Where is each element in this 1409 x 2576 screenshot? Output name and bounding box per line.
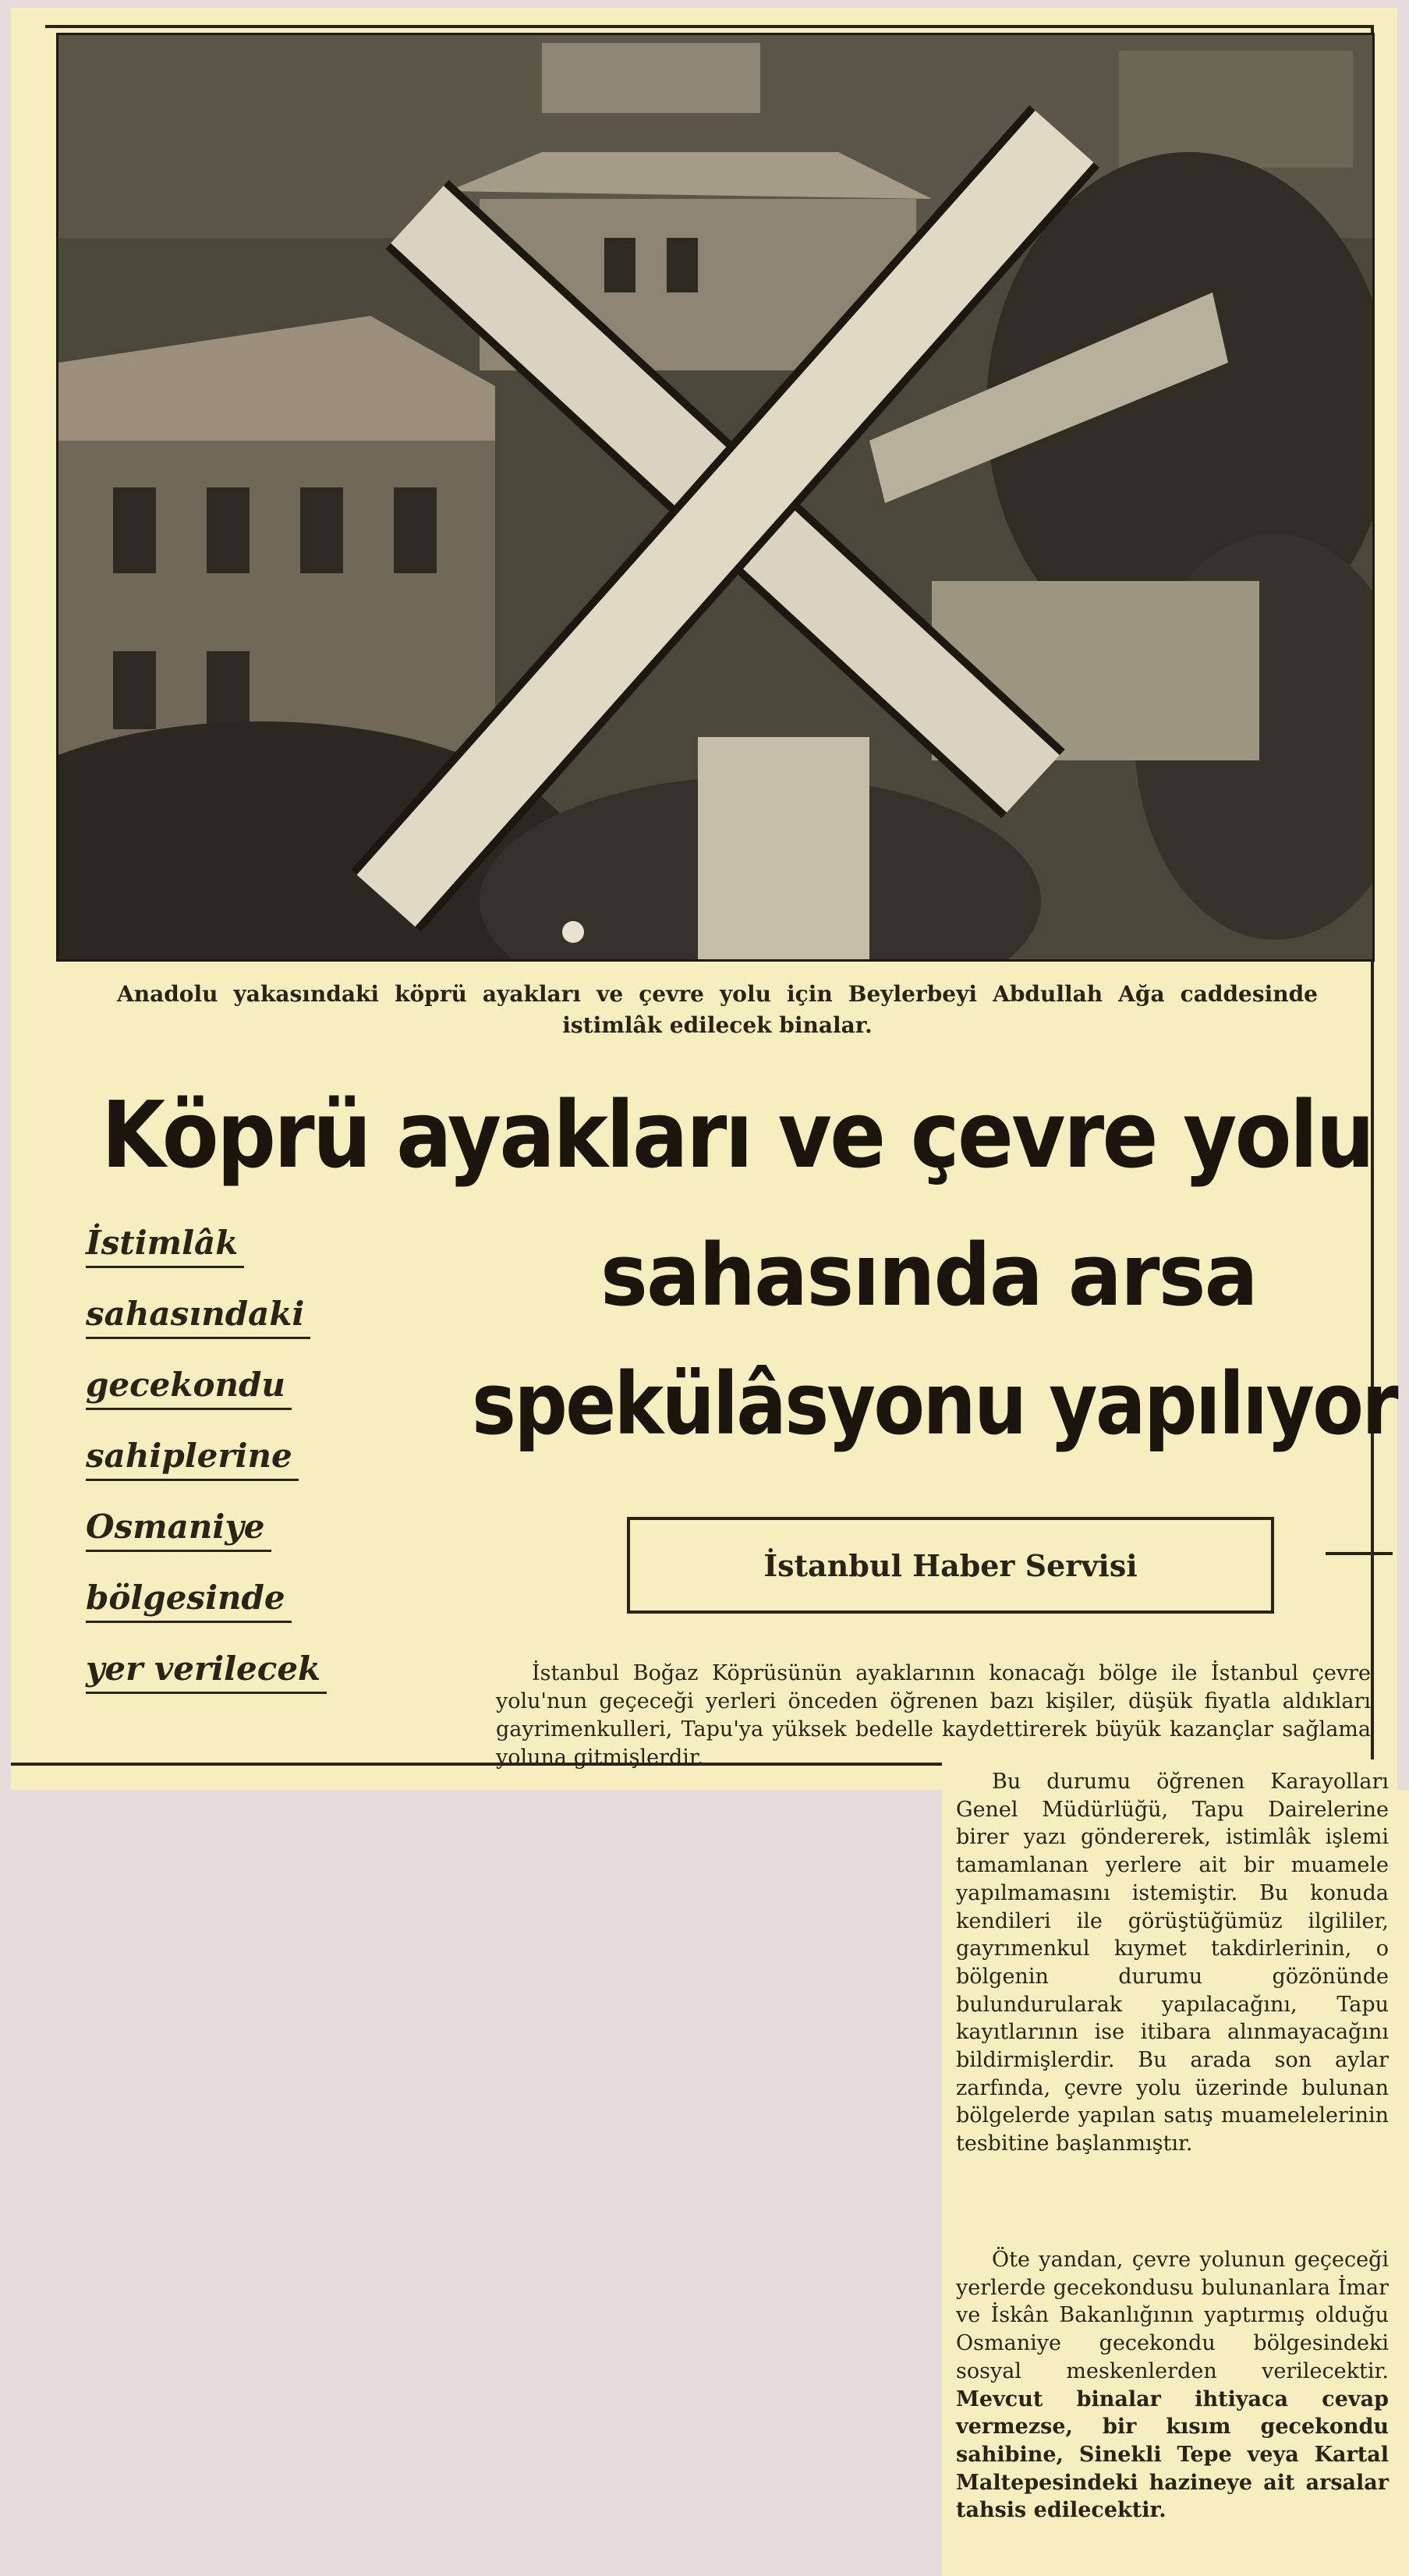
subheadline-line: İstimlâk — [86, 1221, 244, 1268]
body-paragraph-2-bold: Mevcut binalar ihtiyaca cevap vermezse, bir kısım gecekondu sahibine, Sinekli Tepe veya Kartal Maltepesindeki hazineye ait arsalar tahsis edilecektir. — [956, 2386, 1389, 2523]
subheadline-line: gecekondu — [86, 1362, 292, 1410]
headline-line-3: spekülâsyonu yapılıyor — [472, 1354, 1397, 1454]
subheadline-line: bölgesinde — [86, 1575, 292, 1623]
lead-paragraph: İstanbul Boğaz Köprüsünün ayaklarının konacağı bölge ile İstanbul çevre yolu'nun geçeceği yerleri önceden öğrenen bazı kişiler, düşük fiyatla aldıkları gayrimenkulleri, Tapu'ya yüksek bedelle kaydettirerek büyük kazançlar sağlama yoluna gitmişlerdir. — [496, 1661, 1371, 1770]
subheadline-sidebar — [86, 1221, 398, 1717]
body-paragraph-1: Bu durumu öğrenen Karayolları Genel Müdürlüğü, Tapu Dairelerine birer yazı göndererek, istimlâk işlemi tamamlanan yerlere ait bir muamele yapılmamasını istemiştir. Bu konuda kendileri ile görüştüğümüz ilgililer, gayrımenkul kıymet takdirlerinin, o bölgenin durumu gözönünde bulundurularak yapılacağını, Tapu kayıtlarının ise itibara alınmayacağını bildirmişlerdir. Bu arada son aylar zarfında, çevre yolu üzerinde bulunan bölgelerde yapılan satış muamelelerinin tesbitine başlanmıştır. — [956, 1770, 1389, 2156]
byline-box — [627, 1517, 1274, 1614]
body-paragraph-2-text: Öte yandan, çevre yolunun geçeceği yerlerde gecekondusu bulunanlara İmar ve İskân Bakanlığının yaptırmış olduğu Osmaniye gecekondu bölgesindeki sosyal meskenlerden verilecektir. — [956, 2248, 1389, 2383]
subheadline-line: Osmaniye — [86, 1504, 271, 1552]
subheadline-line: sahiplerine — [86, 1433, 299, 1481]
subheadline-line: yer verilecek — [86, 1646, 327, 1694]
byline: İstanbul Haber Servisi — [763, 1547, 1138, 1583]
body-paragraph-2 — [956, 2246, 1389, 2525]
byline-rule — [1326, 1552, 1393, 1555]
photo-caption: Anadolu yakasındaki köprü ayakları ve çevre yolu için Beylerbeyi Abdullah Ağa caddesinde istimlâk edilecek binalar. — [117, 981, 1318, 1038]
photo-buildings-crossed-out — [58, 35, 1372, 959]
news-photo — [56, 33, 1375, 962]
subheadline-line: sahasındaki — [86, 1292, 310, 1339]
headline-line-1: Köprü ayakları ve çevre yolu — [101, 1081, 1373, 1189]
headline-line-2: sahasında arsa — [600, 1225, 1257, 1325]
